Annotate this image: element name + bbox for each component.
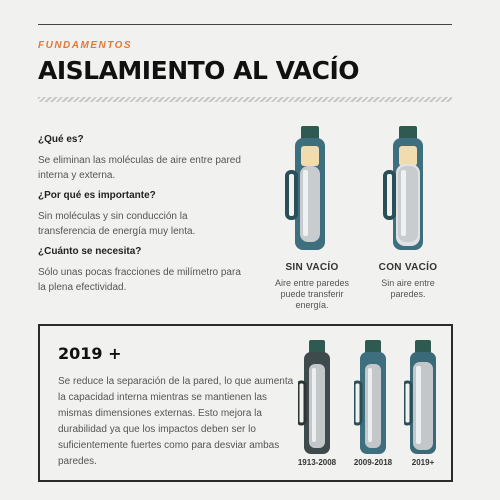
qa-item-why bbox=[38, 190, 248, 239]
evolution-description: Se reduce la separación de la pared, lo que aumenta la capacidad interna mientras se mantienen las mismas dimensiones externas. Esto mejora la durabilidad ya que los impactos deben ser lo suficientemente fuertes como para desviar ambas paredes. bbox=[58, 376, 294, 467]
qa-item-what bbox=[38, 134, 248, 183]
qa-question: ¿Por qué es importante? bbox=[38, 190, 156, 201]
with-vacuum-title: CON VACÍO bbox=[378, 262, 438, 273]
flask-without-vacuum-icon bbox=[285, 124, 335, 254]
flask-with-vacuum-icon bbox=[383, 124, 433, 254]
flask-2019-icon bbox=[404, 340, 442, 456]
section-kicker: FUNDAMENTOS bbox=[38, 40, 133, 51]
era-label-2019: 2019+ bbox=[411, 458, 435, 467]
label-without-vacuum bbox=[268, 262, 356, 311]
qa-question: ¿Cuánto se necesita? bbox=[38, 246, 142, 257]
flask-1913-icon bbox=[298, 340, 336, 456]
top-rule bbox=[38, 24, 452, 25]
label-with-vacuum bbox=[372, 262, 444, 300]
evolution-year: 2019 + bbox=[58, 344, 122, 363]
evolution-panel bbox=[38, 324, 453, 482]
without-vacuum-title: SIN VACÍO bbox=[285, 262, 339, 273]
page-title: AISLAMIENTO AL VACÍO bbox=[38, 56, 360, 85]
without-vacuum-caption: Aire entre paredes puede transferir energía. bbox=[274, 278, 350, 310]
flask-2009-icon bbox=[354, 340, 392, 456]
qa-answer: Sólo unas pocas fracciones de milímetro para la plena efectividad. bbox=[38, 267, 241, 293]
qa-answer: Sin moléculas y sin conducción la transferencia de energía muy lenta. bbox=[38, 211, 196, 237]
qa-question: ¿Qué es? bbox=[38, 134, 84, 145]
with-vacuum-caption: Sin aire entre paredes. bbox=[381, 278, 435, 299]
qa-answer: Se eliminan las moléculas de aire entre pared interna y externa. bbox=[38, 155, 241, 181]
qa-item-how-much bbox=[38, 246, 248, 295]
hatched-divider bbox=[38, 97, 452, 102]
era-label-1913: 1913-2008 bbox=[297, 458, 337, 467]
era-label-2009: 2009-2018 bbox=[353, 458, 393, 467]
